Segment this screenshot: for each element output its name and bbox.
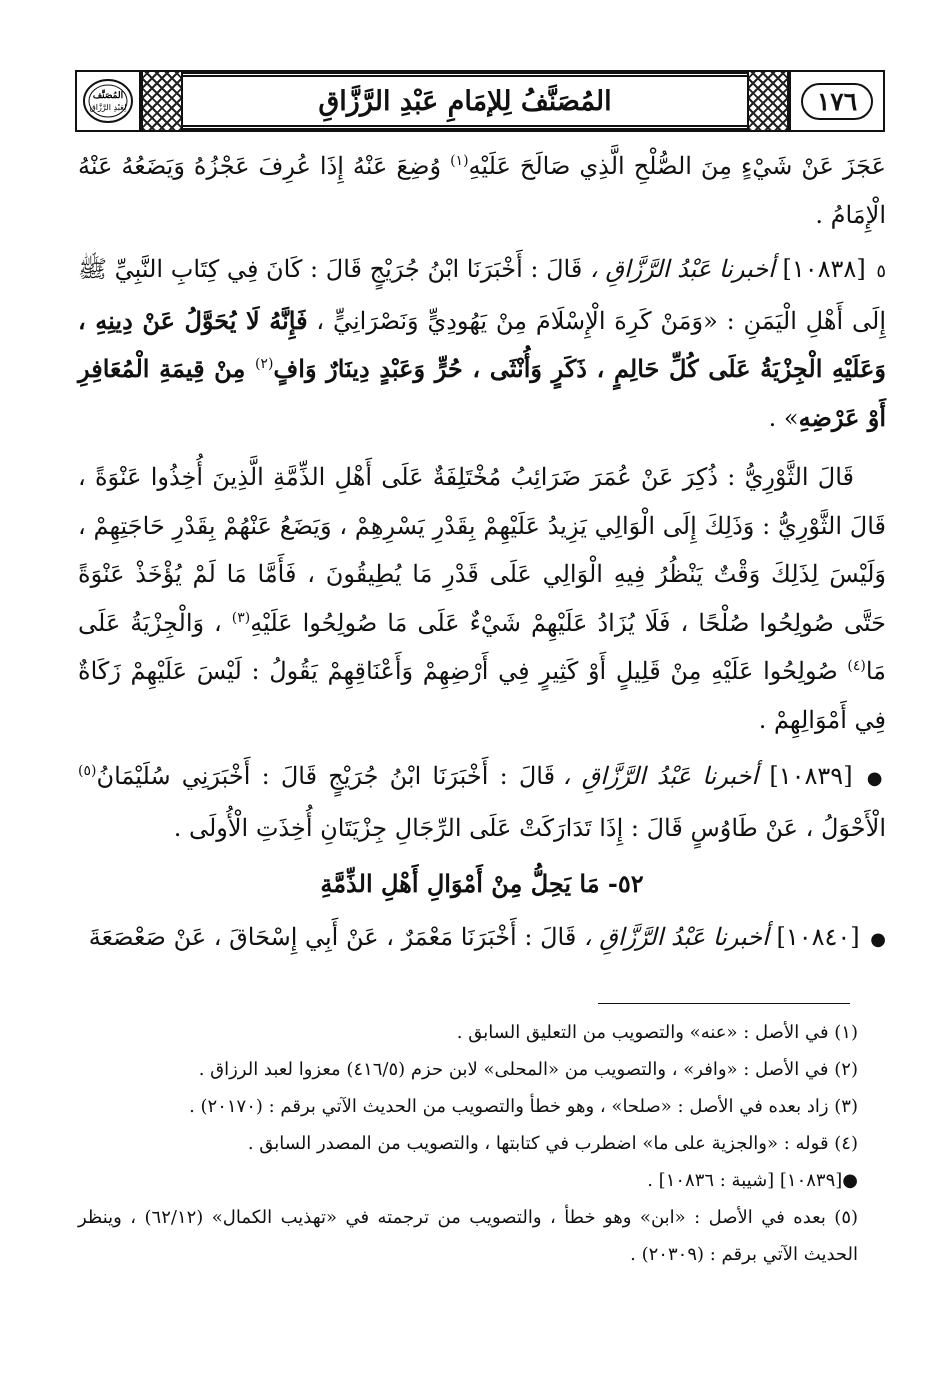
hadith-number: [١٠٨٣٨]: [782, 255, 866, 283]
hadith-number: [١٠٨٣٩]: [769, 762, 853, 790]
hadith-text-bold-1: فَإِنَّهُ لَا يُحَوَّلُ عَنْ دِينِهِ ، وَعَلَيْهِ الْجِزْيَةُ عَلَى كُلِّ حَالِمٍ ، ذَكَرٍ وَأُنْثَى ، حُرٍّ وَعَبْدٍ دِينَارٌ وَافٍ: [78, 305, 886, 383]
footnote-ref-4: (٤): [847, 658, 866, 674]
footnote-2: (٢) في الأصل : «وافر» ، والتصويب من «المحلى» لابن حزم (٤١٦/٥) معزوا لعبد الرزاق .: [198, 1059, 858, 1080]
paragraph-thawri: [78, 453, 886, 744]
header-ornament-left: [141, 72, 183, 130]
footnotes: [78, 1014, 858, 1273]
hadith-text-1: قَالَ : أَخْبَرَنَا ابْنُ جُرَيْجٍ قَالَ : كَانَ فِي كِتَابِ النَّبِيِّ ﷺ إِلَى أَهْلِ الْيَمَنِ : «وَمَنْ كَرِهَ الْإِسْلَامَ مِنْ يَهُودِيٍّ وَنَصْرَانِيٍّ ،: [78, 255, 886, 335]
paragraph-1: [78, 142, 886, 239]
hadith-text: قَالَ : أَخْبَرَنَا مَعْمَرٌ ، عَنْ أَبِي إِسْحَاقَ ، عَنْ صَعْصَعَةَ: [88, 922, 584, 951]
header-ornament-right: [747, 72, 789, 130]
footnote-1: (١) في الأصل : «عنه» والتصويب من التعليق السابق .: [456, 1022, 858, 1043]
hadith-marker: ●: [866, 768, 886, 789]
footnote-divider: [598, 1003, 850, 1004]
isnad-prefix: أخبرنا عَبْدُ الرَّزَّاقِ ،: [583, 922, 769, 951]
page-number-box: [789, 72, 883, 130]
hadith-text-2: الْأَحْوَلُ ، عَنْ طَاوُسٍ قَالَ : إِذَا تَدَارَكَتْ عَلَى الرِّجَالِ جِزْيَتَانِ أُخِذَتِ الْأُولَى .: [173, 813, 886, 842]
footnote-4: (٤) قوله : «والجزية على ما» اضطرب في كتابتها ، والتصويب من المصدر السابق .: [247, 1133, 858, 1154]
footnote-ref-2: (٢): [254, 356, 274, 372]
hadith-10840: [78, 913, 886, 965]
hadith-text-bold-2: مِنْ قِيمَةِ الْمُعَافِرِ أَوْ عَرْضِهِ: [78, 354, 886, 432]
thawri-text-3: صُولِحُوا عَلَيْهِ مِنْ قَلِيلٍ أَوْ كَثِيرٍ فِي أَرْضِهِمْ وَأَعْنَاقِهِمْ يَقُولُ : لَيْسَ عَلَيْهِمْ زَكَاةٌ فِي أَمْوَالِهِمْ .: [78, 657, 886, 734]
footnote-ref-3: (٣): [231, 609, 251, 626]
hadith-10839: [78, 752, 886, 852]
hadith-10838: [78, 245, 886, 442]
hadith-marker: ●: [870, 928, 886, 950]
footnote-ref-5: (٥): [78, 763, 97, 779]
book-title: المُصَنَّفُ لِلإمَامِ عَبْدِ الرَّزَّاقِ: [183, 72, 747, 130]
book-seal: [77, 72, 141, 130]
hadith-text-end: » .: [768, 403, 799, 432]
hadith-text-1: قَالَ : أَخْبَرَنَا ابْنُ جُرَيْجٍ قَالَ : أَخْبَرَنِي سُلَيْمَانُ: [96, 762, 563, 790]
footnote-ref-1: (١): [450, 153, 469, 169]
thawri-text-1: قَالَ الثَّوْرِيُّ : ذُكِرَ عَنْ عُمَرَ ضَرَائِبُ مُخْتَلِفَةٌ عَلَى أَهْلِ الذِّمَّةِ الَّذِينَ أُخِذُوا عَنْوَةً ، قَالَ الثَّوْرِيُّ : وَذَلِكَ إِلَى الْوَالِي يَزِيدُ عَلَيْهِمْ بِقَدْرِ يَسْرِهِمْ ، وَيَضَعُ عَنْهُمْ بِقَدْرِ حَاجَتِهِمْ ، وَلَيْسَ لِذَلِكَ وَقْتٌ يَنْظُرُ فِيهِ الْوَالِي عَلَى قَدْرِ مَا يُطِيقُونَ ، فَأَمَّا مَا لَمْ يُؤْخَذْ عَنْوَةً حَتَّى صُولِحُوا صُلْحًا ، فَلَا يُزَادُ عَلَيْهِمْ شَيْءٌ عَلَى مَا صُولِحُوا عَلَيْهِ: [78, 463, 886, 637]
page-body: [78, 142, 886, 964]
book-seal-emblem: [81, 76, 135, 126]
seal-line-1: المُصَنَّف: [92, 91, 124, 101]
isnad-prefix: أخبرنا عَبْدُ الرَّزَّاقِ ،: [589, 255, 775, 283]
footnote-5: (٥) بعده في الأصل : «ابن» وهو خطأ ، والتصويب من ترجمته في «تهذيب الكمال» (٦٢/١٢) ، وينظر الحديث الآتي برقم : (٢٠٣٠٩) .: [78, 1207, 859, 1265]
footnote-3: (٣) زاد بعده في الأصل : «صلحا» ، وهو خطأ والتصويب من الحديث الآتي برقم : (٢٠١٧٠) .: [189, 1096, 858, 1117]
thawri-text-2: ، وَالْجِزْيَةُ عَلَى مَا: [78, 608, 886, 685]
footnote-takhrij: ●[١٠٨٣٩] [شيبة : ١٠٨٣٦] .: [647, 1170, 858, 1191]
hadith-number: [١٠٨٤٠]: [776, 922, 860, 951]
section-heading: ٥٢- مَا يَحِلُّ مِنْ أَمْوَالِ أَهْلِ الذِّمَّةِ: [320, 869, 644, 898]
seal-line-2: لِعَبْدِ الرَّزَّاق: [89, 103, 127, 112]
hadith-marker: ٥: [876, 261, 886, 282]
isnad-prefix: أخبرنا عَبْدُ الرَّزَّاقِ ،: [562, 762, 759, 790]
p1-text-before: عَجَزَ عَنْ شَيْءٍ مِنَ الصُّلْحِ الَّذِي صَالَحَ عَلَيْهِ: [468, 152, 886, 180]
p1-text-after: وُضِعَ عَنْهُ إِذَا عُرِفَ عَجْزُهُ وَيَضَعُهُ عَنْهُ الْإِمَامُ .: [78, 152, 886, 229]
page-header: [75, 70, 885, 132]
page-number: ١٧٦: [801, 83, 873, 120]
